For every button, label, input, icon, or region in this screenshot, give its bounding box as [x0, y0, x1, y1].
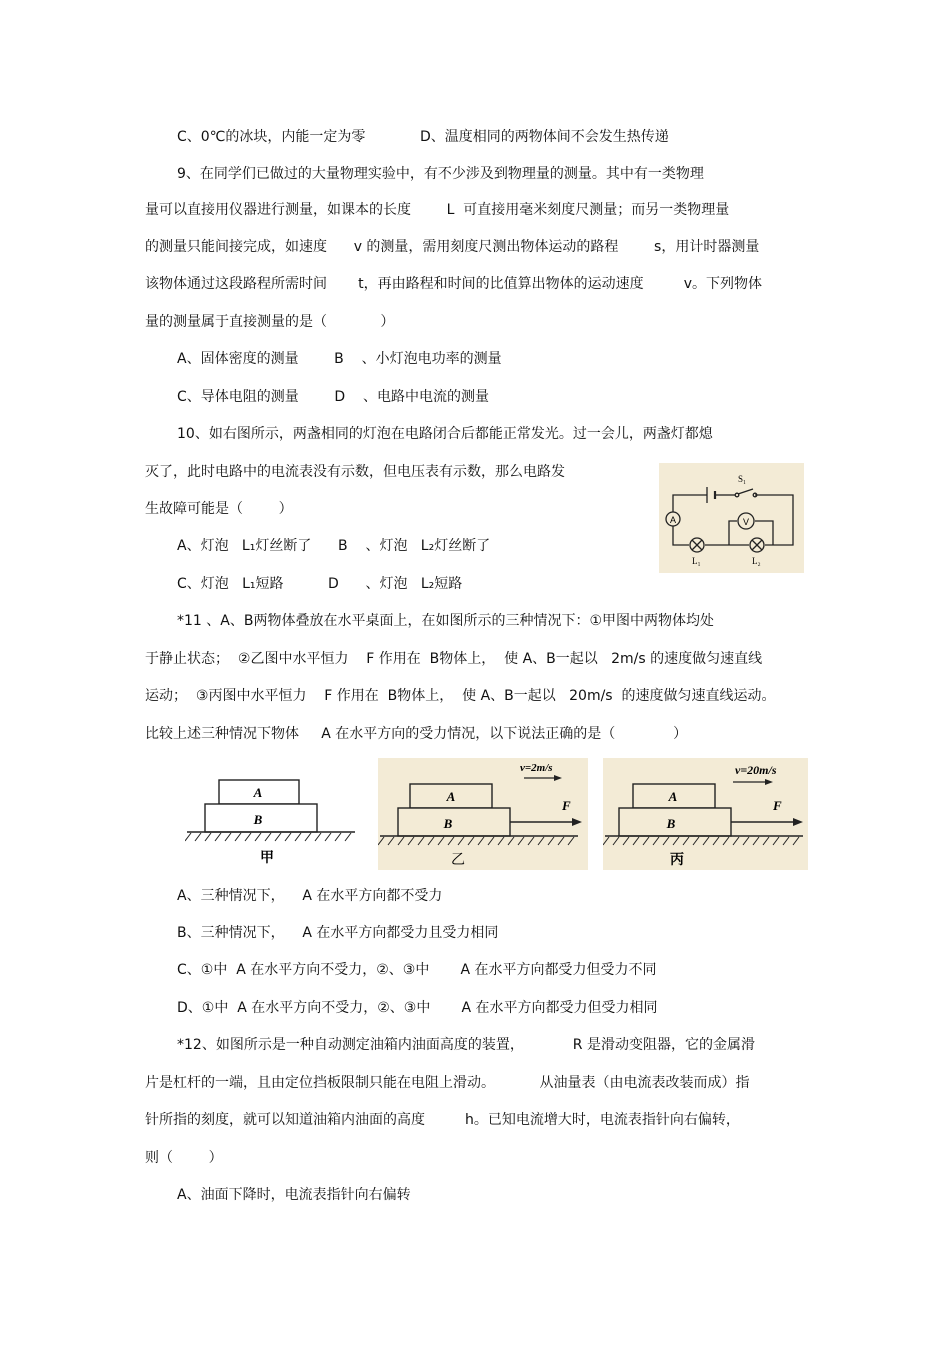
circuit-diagram — [659, 463, 804, 573]
lamp-l1-label: L₁ — [692, 556, 701, 566]
block-b — [398, 808, 510, 836]
force-arrow-head — [793, 818, 803, 826]
figure-yi — [378, 758, 588, 870]
force-label: F — [562, 798, 571, 813]
q8-option-c: C、0℃的冰块，内能一定为零 — [177, 129, 366, 145]
q10-line-3: 生故障可能是（ ） — [145, 501, 293, 517]
block-b-label: B — [443, 816, 453, 831]
ammeter-label: A — [669, 515, 677, 525]
q12-line-4: 则（ ） — [145, 1150, 223, 1166]
figure-jia — [185, 772, 360, 870]
q9-line-2: 量可以直接用仪器进行测量，如课本的长度 L 可直接用毫米刻度尺测量；而另一类物理量 — [145, 202, 730, 218]
q10-option-cd: C、灯泡 L₁短路 D 、灯泡 L₂短路 — [177, 576, 463, 592]
lamp-l1-icon — [690, 538, 704, 552]
lamp-l2-icon — [750, 538, 764, 552]
block-a-label: A — [253, 785, 263, 800]
velocity-arrow-head — [765, 779, 773, 785]
q12-option-a: A、油面下降时，电流表指针向右偏转 — [177, 1187, 411, 1203]
q9-option-ab: A、固体密度的测量 B 、小灯泡电功率的测量 — [177, 351, 502, 367]
q9-line-3: 的测量只能间接完成，如速度 v 的测量，需用刻度尺测出物体运动的路程 s，用计时器测量 — [145, 239, 760, 255]
figure-caption: 丙 — [670, 852, 684, 868]
q11-line-4: 比较上述三种情况下物体 A 在水平方向的受力情况，以下说法正确的是（ ） — [145, 726, 688, 742]
q10-option-ab: A、灯泡 L₁灯丝断了 B 、灯泡 L₂灯丝断了 — [177, 538, 491, 554]
q11-option-d: D、①中 A 在水平方向不受力，②、③中 A 在水平方向都受力但受力相同 — [177, 1000, 658, 1016]
q11-line-1: *11 、A、B两物体叠放在水平桌面上，在如图所示的三种情况下：①甲图中两物体均处 — [177, 613, 714, 629]
force-arrow-head — [572, 818, 582, 826]
figure-caption: 乙 — [451, 852, 465, 868]
force-label: F — [773, 798, 782, 813]
q11-line-3: 运动； ③丙图中水平恒力 F 作用在 B物体上， 使 A、B一起以 20m/s 的速度做匀速直线运动。 — [145, 688, 776, 704]
q11-option-c: C、①中 A 在水平方向不受力，②、③中 A 在水平方向都受力但受力不同 — [177, 962, 657, 978]
q12-line-1: *12、如图所示是一种自动测定油箱内油面高度的装置， R 是滑动变阻器，它的金属滑 — [177, 1037, 755, 1053]
q9-option-cd: C、导体电阻的测量 D 、电路中电流的测量 — [177, 389, 489, 405]
voltmeter-label: V — [742, 517, 750, 527]
q12-line-2: 片是杠杆的一端，且由定位挡板限制只能在电阻上滑动。 从油量表（由电流表改装而成）指 — [145, 1075, 750, 1091]
q9-line-4: 该物体通过这段路程所需时间 t，再由路程和时间的比值算出物体的运动速度 v。下列物体 — [145, 276, 762, 292]
velocity-label: v=2m/s — [520, 762, 553, 774]
q9-line-1: 9、在同学们已做过的大量物理实验中，有不少涉及到物理量的测量。其中有一类物理 — [177, 166, 704, 182]
velocity-arrow-head — [554, 775, 562, 781]
q12-line-3: 针所指的刻度，就可以知道油箱内油面的高度 h。已知电流增大时，电流表指针向右偏转， — [145, 1112, 740, 1128]
block-b-label: B — [253, 812, 263, 827]
block-b-label: B — [666, 816, 676, 831]
q11-option-b: B、三种情况下， A 在水平方向都受力且受力相同 — [177, 925, 499, 941]
q10-line-2: 灭了，此时电路中的电流表没有示数，但电压表有示数，那么电路发 — [145, 464, 565, 480]
block-a-label: A — [668, 789, 678, 804]
q11-option-a: A、三种情况下， A 在水平方向都不受力 — [177, 888, 443, 904]
block-a-label: A — [446, 789, 456, 804]
q9-line-5: 量的测量属于直接测量的是（ ） — [145, 314, 395, 330]
q8-option-d: D、温度相同的两物体间不会发生热传递 — [420, 129, 669, 145]
switch-label: S₁ — [738, 474, 747, 484]
velocity-label: v=20m/s — [735, 763, 777, 777]
figure-bing — [603, 758, 808, 870]
figure-caption: 甲 — [260, 850, 274, 866]
lamp-l2-label: L₂ — [752, 556, 761, 566]
q11-line-2: 于静止状态； ②乙图中水平恒力 F 作用在 B物体上， 使 A、B一起以 2m/s 的速度做匀速直线 — [145, 651, 763, 667]
q10-line-1: 10、如右图所示，两盏相同的灯泡在电路闭合后都能正常发光。过一会儿，两盏灯都熄 — [177, 426, 713, 442]
